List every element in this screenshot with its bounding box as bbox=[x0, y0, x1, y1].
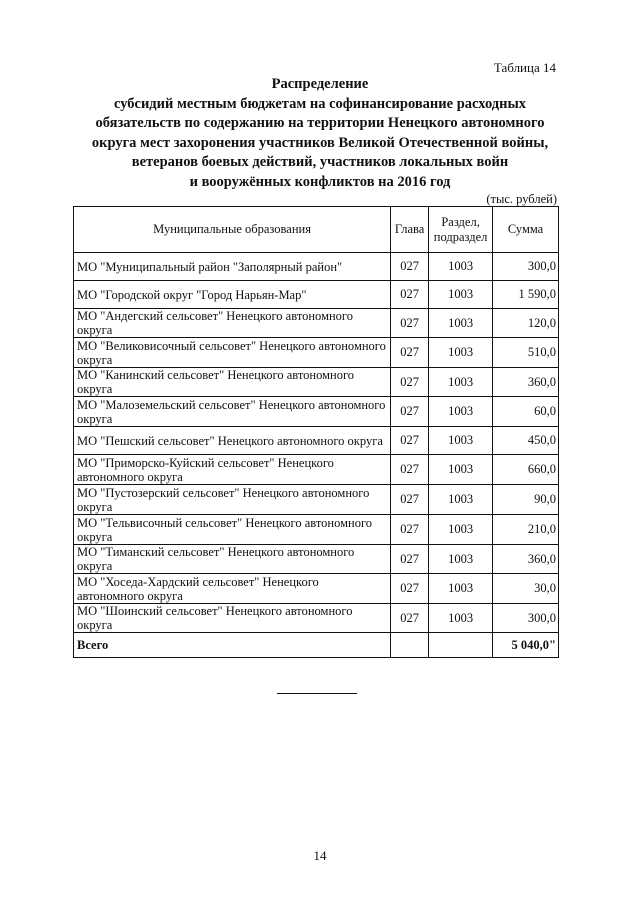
chapter-cell: 027 bbox=[391, 515, 429, 545]
sum-cell: 360,0 bbox=[493, 545, 559, 574]
table-row bbox=[74, 485, 559, 515]
chapter-cell: 027 bbox=[391, 604, 429, 633]
chapter-cell: 027 bbox=[391, 545, 429, 574]
total-label: Всего bbox=[74, 633, 391, 658]
column-header-section-line2: подраздел bbox=[433, 229, 488, 244]
chapter-cell: 027 bbox=[391, 455, 429, 485]
sum-cell: 1 590,0 bbox=[493, 281, 559, 309]
column-header-sum: Сумма bbox=[493, 207, 559, 253]
sum-cell: 360,0 bbox=[493, 368, 559, 397]
column-header-section-line1: Раздел, bbox=[441, 214, 480, 229]
sum-cell: 300,0 bbox=[493, 604, 559, 633]
sum-cell: 90,0 bbox=[493, 485, 559, 515]
chapter-cell: 027 bbox=[391, 281, 429, 309]
chapter-cell: 027 bbox=[391, 253, 429, 281]
sum-cell: 660,0 bbox=[493, 455, 559, 485]
chapter-cell: 027 bbox=[391, 338, 429, 368]
municipality-name-cell: МО "Шоинский сельсовет" Ненецкого автономного округа bbox=[74, 604, 391, 633]
total-empty-cell bbox=[391, 633, 429, 658]
table-row bbox=[74, 604, 559, 633]
units-label: (тыс. рублей) bbox=[486, 192, 557, 206]
section-cell: 1003 bbox=[429, 309, 493, 338]
table-row bbox=[74, 455, 559, 485]
table-row bbox=[74, 368, 559, 397]
table-label: Таблица 14 bbox=[493, 60, 556, 75]
table-header-row bbox=[74, 207, 559, 253]
chapter-cell: 027 bbox=[391, 368, 429, 397]
sum-cell: 450,0 bbox=[493, 427, 559, 455]
chapter-cell: 027 bbox=[391, 574, 429, 604]
sum-cell: 30,0 bbox=[493, 574, 559, 604]
section-cell: 1003 bbox=[429, 338, 493, 368]
title-line: Распределение bbox=[271, 76, 369, 92]
section-cell: 1003 bbox=[429, 604, 493, 633]
section-cell: 1003 bbox=[429, 515, 493, 545]
table-row bbox=[74, 427, 559, 455]
section-cell: 1003 bbox=[429, 397, 493, 427]
table-row bbox=[74, 281, 559, 309]
document-title bbox=[70, 75, 570, 192]
municipality-name-cell: МО "Тельвисочный сельсовет" Ненецкого автономного округа bbox=[74, 515, 391, 545]
section-cell: 1003 bbox=[429, 485, 493, 515]
section-cell: 1003 bbox=[429, 368, 493, 397]
sum-cell: 510,0 bbox=[493, 338, 559, 368]
section-cell: 1003 bbox=[429, 455, 493, 485]
title-line: обязательств по содержанию на территории Ненецкого автономного bbox=[95, 115, 545, 131]
municipality-name-cell: МО "Муниципальный район "Заполярный район" bbox=[74, 253, 391, 281]
divider-line bbox=[277, 693, 357, 694]
chapter-cell: 027 bbox=[391, 485, 429, 515]
sum-cell: 120,0 bbox=[493, 309, 559, 338]
table-row bbox=[74, 338, 559, 368]
total-empty-cell bbox=[429, 633, 493, 658]
section-cell: 1003 bbox=[429, 574, 493, 604]
page-number: 14 bbox=[313, 848, 327, 863]
municipality-name-cell: МО "Пустозерский сельсовет" Ненецкого автономного округа bbox=[74, 485, 391, 515]
section-cell: 1003 bbox=[429, 253, 493, 281]
table-body bbox=[74, 253, 559, 633]
municipality-name-cell: МО "Тиманский сельсовет" Ненецкого автономного округа bbox=[74, 545, 391, 574]
municipality-name-cell: МО "Канинский сельсовет" Ненецкого автономного округа bbox=[74, 368, 391, 397]
table-row bbox=[74, 545, 559, 574]
table-row bbox=[74, 253, 559, 281]
total-row bbox=[74, 633, 559, 658]
section-cell: 1003 bbox=[429, 281, 493, 309]
table-row bbox=[74, 574, 559, 604]
municipality-name-cell: МО "Великовисочный сельсовет" Ненецкого автономного округа bbox=[74, 338, 391, 368]
sum-cell: 60,0 bbox=[493, 397, 559, 427]
municipality-name-cell: МО "Приморско-Куйский сельсовет" Ненецкого автономного округа bbox=[74, 455, 391, 485]
column-header-name: Муниципальные образования bbox=[74, 207, 391, 253]
chapter-cell: 027 bbox=[391, 309, 429, 338]
municipality-name-cell: МО "Малоземельский сельсовет" Ненецкого автономного округа bbox=[74, 397, 391, 427]
title-line: и вооружённых конфликтов на 2016 год bbox=[189, 173, 451, 190]
table-row bbox=[74, 309, 559, 338]
section-cell: 1003 bbox=[429, 545, 493, 574]
column-header-section bbox=[429, 207, 493, 253]
title-line: округа мест захоронения участников Великой Отечественной войны, bbox=[91, 134, 549, 151]
column-header-chapter: Глава bbox=[391, 207, 429, 253]
sum-cell: 210,0 bbox=[493, 515, 559, 545]
subsidy-table bbox=[73, 206, 559, 658]
chapter-cell: 027 bbox=[391, 397, 429, 427]
title-line: субсидий местным бюджетам на софинансирование расходных bbox=[113, 95, 527, 112]
municipality-name-cell: МО "Городской округ "Город Нарьян-Мар" bbox=[74, 281, 391, 309]
table-row bbox=[74, 515, 559, 545]
chapter-cell: 027 bbox=[391, 427, 429, 455]
section-cell: 1003 bbox=[429, 427, 493, 455]
municipality-name-cell: МО "Пешский сельсовет" Ненецкого автономного округа bbox=[74, 427, 391, 455]
municipality-name-cell: МО "Хоседа-Хардский сельсовет" Ненецкого автономного округа bbox=[74, 574, 391, 604]
municipality-name-cell: МО "Андегский сельсовет" Ненецкого автономного округа bbox=[74, 309, 391, 338]
total-sum: 5 040,0" bbox=[493, 633, 559, 658]
title-line: ветеранов боевых действий, участников локальных войн bbox=[131, 154, 509, 170]
table-row bbox=[74, 397, 559, 427]
sum-cell: 300,0 bbox=[493, 253, 559, 281]
